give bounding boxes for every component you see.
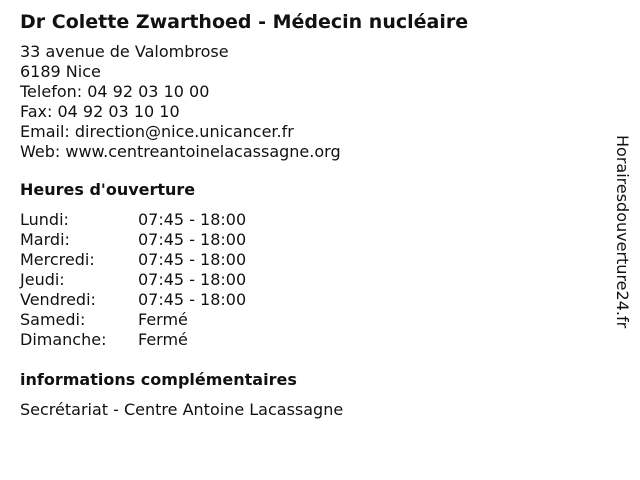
hours-row-sunday — [20, 330, 600, 350]
website-line: Web: www.centreantoinelacassagne.org — [20, 142, 341, 161]
hours-time-value: 07:45 - 18:00 — [138, 250, 247, 269]
hours-time-value: 07:45 - 18:00 — [138, 290, 247, 309]
page-title: Dr Colette Zwarthoed - Médecin nucléaire — [20, 11, 469, 33]
fax-line: Fax: 04 92 03 10 10 — [20, 102, 180, 121]
hours-row-tuesday — [20, 230, 600, 250]
hours-row-monday — [20, 210, 600, 230]
hours-time-value: Fermé — [138, 330, 188, 349]
hours-day-label: Mardi: — [20, 230, 70, 249]
additional-info-text: Secrétariat - Centre Antoine Lacassagne — [20, 400, 344, 419]
hours-time-value: 07:45 - 18:00 — [138, 270, 247, 289]
business-card — [20, 10, 600, 420]
hours-day-label: Samedi: — [20, 310, 86, 329]
address-line-city: 6189 Nice — [20, 62, 101, 81]
opening-hours-table — [20, 210, 600, 350]
additional-info-heading: informations complémentaires — [20, 370, 297, 389]
hours-day-label: Mercredi: — [20, 250, 95, 269]
hours-day-label: Vendredi: — [20, 290, 96, 309]
hours-time-value: Fermé — [138, 310, 188, 329]
hours-row-saturday — [20, 310, 600, 330]
phone-line: Telefon: 04 92 03 10 00 — [20, 82, 210, 101]
hours-time-value: 07:45 - 18:00 — [138, 210, 247, 229]
hours-row-friday — [20, 290, 600, 310]
hours-day-label: Dimanche: — [20, 330, 107, 349]
opening-hours-heading: Heures d'ouverture — [20, 180, 196, 199]
site-brand-vertical — [612, 135, 632, 371]
email-line: Email: direction@nice.unicancer.fr — [20, 122, 294, 141]
contact-block — [20, 42, 600, 162]
hours-time-value: 07:45 - 18:00 — [138, 230, 247, 249]
hours-row-thursday — [20, 270, 600, 290]
site-brand-text: Horairesdouverture24.fr — [613, 135, 632, 329]
hours-row-wednesday — [20, 250, 600, 270]
address-line-street: 33 avenue de Valombrose — [20, 42, 229, 61]
hours-day-label: Jeudi: — [20, 270, 65, 289]
hours-day-label: Lundi: — [20, 210, 69, 229]
